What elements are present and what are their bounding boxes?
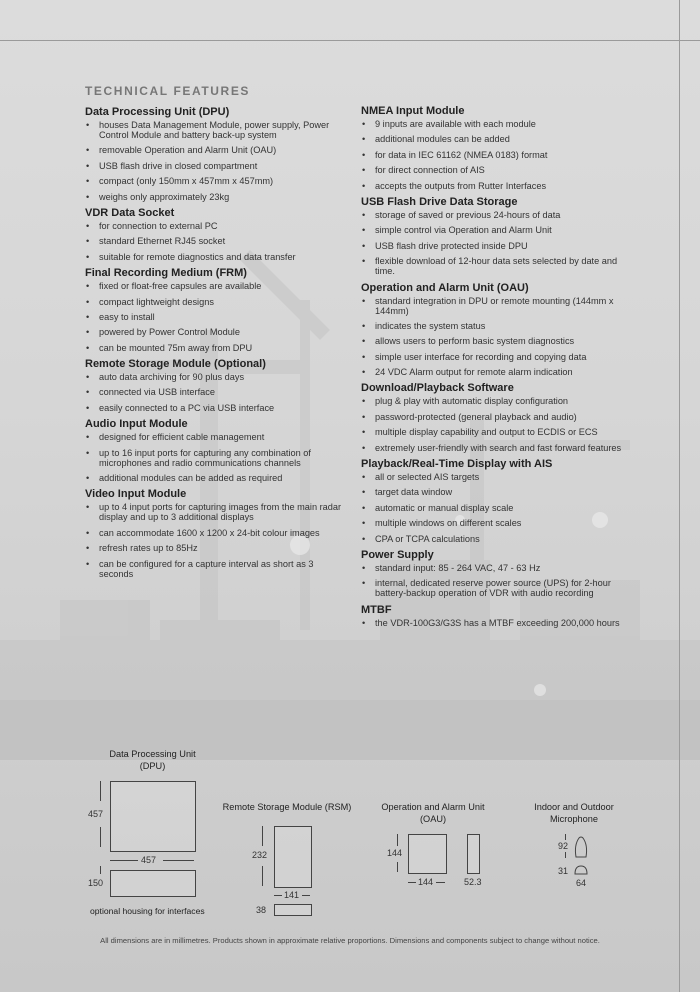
footer-note: All dimensions are in millimetres. Products shown in approximate relative proportions. Dimensions and components subject to change without notice.: [100, 936, 600, 945]
feature-group-playback-real-time-display-with-ais: [361, 458, 631, 544]
feature-item: • for direct connection of AIS: [361, 165, 631, 175]
feature-group-operation-and-alarm-unit-oau: [361, 282, 631, 378]
feature-item: • up to 4 input ports for capturing images from the main radar display and up to 3 additional displays: [85, 502, 345, 522]
feature-item: • additional modules can be added: [361, 134, 631, 144]
feature-item: • for connection to external PC: [85, 221, 345, 231]
feature-list: [85, 502, 345, 578]
feature-item: • additional modules can be added as required: [85, 473, 345, 483]
feature-group-final-recording-medium-frm: [85, 267, 345, 353]
rsm-depth-dim: 38: [256, 905, 267, 915]
dpu-height-tick-top: [100, 781, 101, 801]
mic-small-height-dim: 31: [558, 866, 569, 876]
mic-width-dim: 64: [576, 878, 587, 888]
feature-item: • storage of saved or previous 24-hours of data: [361, 210, 631, 220]
feature-item: • suitable for remote diagnostics and data transfer: [85, 252, 345, 262]
feature-list: [361, 563, 631, 598]
feature-list: [361, 296, 631, 378]
rsm-height-dim: 232: [252, 850, 268, 860]
oau-width-line-right: [436, 882, 445, 883]
feature-item: • multiple display capability and output to ECDIS or ECS: [361, 427, 631, 437]
feature-item: • target data window: [361, 487, 631, 497]
oau-width-dim: 144: [418, 877, 434, 887]
rsm-label: Remote Storage Module (RSM): [222, 802, 352, 812]
feature-group-nmea-input-module: [361, 105, 631, 191]
feature-group-title: Final Recording Medium (FRM): [85, 267, 247, 280]
feature-list: [361, 472, 631, 544]
feature-group-title: Data Processing Unit (DPU): [85, 106, 230, 118]
feature-group-data-processing-unit-dpu: [85, 106, 345, 202]
feature-group-power-supply: [361, 549, 631, 598]
oau-front-box: [408, 834, 447, 874]
rsm-box: [274, 826, 312, 888]
oau-height-tick-top: [397, 834, 398, 846]
feature-item: • the VDR-100G3/G3S has a MTBF exceeding 200,000 hours: [361, 618, 631, 628]
housing-box: [110, 870, 196, 897]
feature-item: • powered by Power Control Module: [85, 327, 345, 337]
dpu-width-line-left: [110, 860, 138, 861]
section-title: TECHNICAL FEATURES: [85, 84, 251, 98]
feature-list: [85, 281, 345, 353]
feature-group-title: USB Flash Drive Data Storage: [361, 195, 518, 208]
feature-list: [361, 119, 631, 191]
feature-item: • designed for efficient cable management: [85, 432, 345, 442]
feature-item: • extremely user-friendly with search and fast forward features: [361, 443, 631, 453]
feature-group-title: Video Input Module: [85, 488, 187, 501]
mic-label: Indoor and Outdoor Microphone: [534, 802, 614, 824]
housing-height-dim: 150: [88, 878, 104, 888]
feature-list: [85, 120, 345, 202]
housing-tick: [100, 866, 101, 874]
feature-group-title: MTBF: [361, 603, 392, 616]
feature-item: • allows users to perform basic system diagnostics: [361, 336, 631, 346]
feature-list: [85, 432, 345, 483]
oau-depth-dim: 52.3: [464, 877, 482, 887]
feature-item: • can be mounted 75m away from DPU: [85, 343, 345, 353]
rsm-width-line-right: [302, 895, 310, 896]
feature-item: • connected via USB interface: [85, 387, 345, 397]
feature-item: • weighs only approximately 23kg: [85, 192, 345, 202]
feature-item: • flexible download of 12-hour data sets selected by date and time.: [361, 256, 631, 276]
mic-height-tick: [565, 834, 566, 840]
feature-item: • for data in IEC 61162 (NMEA 0183) format: [361, 150, 631, 160]
feature-item: • standard Ethernet RJ45 socket: [85, 236, 345, 246]
housing-label: optional housing for interfaces: [90, 906, 205, 916]
feature-item: • all or selected AIS targets: [361, 472, 631, 482]
feature-item: • compact lightweight designs: [85, 297, 345, 307]
feature-item: • houses Data Management Module, power supply, Power Control Module and battery back-up system: [85, 120, 345, 140]
right-rule: [679, 0, 680, 992]
left-column: [85, 106, 345, 584]
feature-item: • removable Operation and Alarm Unit (OAU): [85, 145, 345, 155]
feature-item: • up to 16 input ports for capturing any combination of microphones and radio communications channels: [85, 448, 345, 468]
feature-list: [85, 372, 345, 413]
mic-height-dim: 92: [558, 841, 569, 851]
feature-item: • can accommodate 1600 x 1200 x 24-bit colour images: [85, 528, 345, 538]
feature-item: • password-protected (general playback and audio): [361, 412, 631, 422]
mic-icon: [573, 835, 589, 859]
oau-width-line-left: [408, 882, 416, 883]
feature-item: • fixed or float-free capsules are available: [85, 281, 345, 291]
feature-list: [361, 210, 631, 276]
dpu-height-dim: 457: [88, 809, 104, 819]
feature-item: • CPA or TCPA calculations: [361, 534, 631, 544]
feature-group-title: Power Supply: [361, 548, 434, 561]
feature-item: • standard integration in DPU or remote mounting (144mm x 144mm): [361, 296, 631, 316]
dpu-width-dim: 457: [141, 855, 157, 865]
feature-item: • refresh rates up to 85Hz: [85, 543, 345, 553]
feature-item: • standard input: 85 - 264 VAC, 47 - 63 Hz: [361, 563, 631, 573]
rsm-side-box: [274, 904, 312, 916]
right-column: [361, 105, 631, 633]
feature-item: • USB flash drive protected inside DPU: [361, 241, 631, 251]
feature-group-mtbf: [361, 604, 631, 628]
oau-height-tick-bottom: [397, 862, 398, 872]
feature-item: • indicates the system status: [361, 321, 631, 331]
feature-item: • compact (only 150mm x 457mm x 457mm): [85, 176, 345, 186]
mic-height-tick-bottom: [565, 852, 566, 858]
dpu-height-tick-bottom: [100, 827, 101, 847]
rsm-height-tick-top: [262, 826, 263, 846]
dpu-label: Data Processing Unit (DPU): [109, 749, 196, 771]
feature-item: • USB flash drive in closed compartment: [85, 161, 345, 171]
feature-item: • easily connected to a PC via USB interface: [85, 403, 345, 413]
rsm-width-dim: 141: [284, 890, 300, 900]
feature-item: • simple user interface for recording and copying data: [361, 352, 631, 362]
oau-side-box: [467, 834, 480, 874]
feature-item: • 24 VDC Alarm output for remote alarm indication: [361, 367, 631, 377]
rsm-height-tick-bottom: [262, 866, 263, 886]
feature-group-title: Operation and Alarm Unit (OAU): [361, 281, 529, 294]
feature-group-title: Remote Storage Module (Optional): [85, 358, 266, 371]
top-rule: [0, 40, 700, 41]
feature-item: • accepts the outputs from Rutter Interfaces: [361, 181, 631, 191]
dpu-width-line-right: [163, 860, 194, 861]
feature-item: • plug & play with automatic display configuration: [361, 396, 631, 406]
dpu-box: [110, 781, 196, 852]
feature-group-title: Download/Playback Software: [361, 382, 514, 395]
feature-list: [361, 396, 631, 452]
feature-group-download-playback-software: [361, 382, 631, 452]
feature-group-title: Audio Input Module: [85, 418, 188, 431]
oau-label: Operation and Alarm Unit (OAU): [381, 802, 485, 824]
feature-list: [85, 221, 345, 262]
feature-group-title: Playback/Real-Time Display with AIS: [361, 458, 553, 471]
rsm-width-line-left: [274, 895, 282, 896]
feature-list: [361, 618, 631, 628]
feature-item: • easy to install: [85, 312, 345, 322]
feature-item: • auto data archiving for 90 plus days: [85, 372, 345, 382]
mic-small-icon: [574, 865, 588, 875]
feature-group-video-input-module: [85, 488, 345, 578]
feature-item: • simple control via Operation and Alarm Unit: [361, 225, 631, 235]
feature-group-title: NMEA Input Module: [361, 105, 465, 117]
feature-item: • automatic or manual display scale: [361, 503, 631, 513]
feature-group-usb-flash-drive-data-storage: [361, 196, 631, 276]
feature-group-remote-storage-module-optional: [85, 358, 345, 413]
feature-group-vdr-data-socket: [85, 207, 345, 262]
feature-item: • can be configured for a capture interval as short as 3 seconds: [85, 559, 345, 579]
feature-item: • 9 inputs are available with each module: [361, 119, 631, 129]
oau-height-dim: 144: [387, 848, 403, 858]
feature-group-audio-input-module: [85, 418, 345, 483]
feature-group-title: VDR Data Socket: [85, 206, 175, 219]
feature-item: • internal, dedicated reserve power source (UPS) for 2-hour battery-backup operation of VDR with audio recording: [361, 578, 631, 598]
feature-item: • multiple windows on different scales: [361, 518, 631, 528]
